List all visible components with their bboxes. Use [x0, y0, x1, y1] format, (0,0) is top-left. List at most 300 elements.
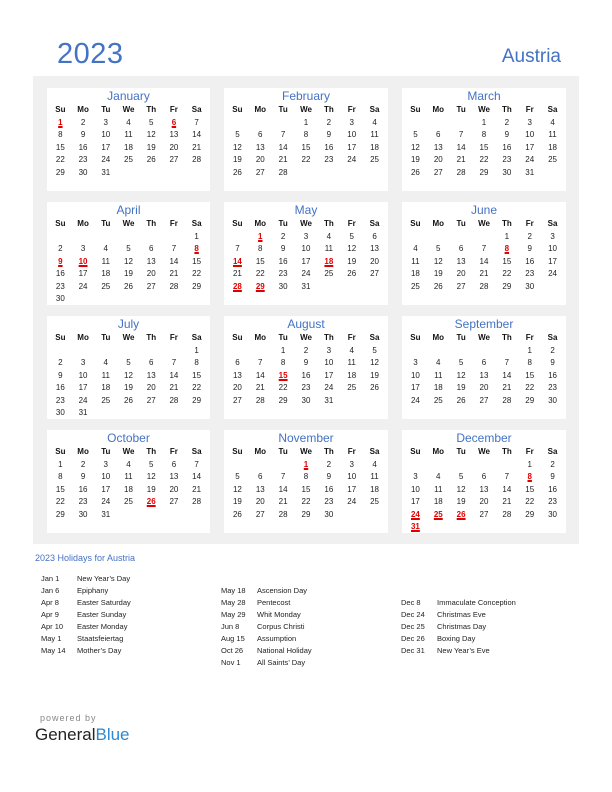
day-grid [47, 459, 210, 522]
day-cell: 7 [194, 117, 199, 127]
day-cell: 10 [410, 370, 420, 380]
holiday-name: Ascension Day [257, 586, 308, 595]
weekday-label: Tu [101, 333, 111, 342]
weekday-label: Su [232, 333, 243, 342]
weekday-label: Su [55, 219, 66, 228]
day-cell: 24 [410, 395, 420, 405]
weekday-label: Su [410, 447, 421, 456]
holiday-day-cell: 28 [232, 281, 242, 291]
day-cell: 13 [255, 484, 265, 494]
month-card-june [402, 202, 566, 305]
day-cell: 12 [124, 256, 133, 266]
day-cell: 25 [548, 155, 558, 164]
month-name: August [287, 317, 325, 331]
day-cell: 3 [550, 231, 555, 241]
day-cell: 2 [504, 117, 510, 127]
holiday-row [221, 645, 312, 657]
holiday-day-cell: 1 [58, 117, 63, 127]
day-cell: 17 [301, 256, 311, 266]
day-cell: 27 [479, 509, 489, 519]
day-cell: 13 [232, 370, 242, 380]
day-cell: 11 [324, 244, 333, 253]
day-cell: 17 [410, 497, 420, 506]
day-cell: 8 [194, 358, 199, 367]
weekday-label: Mo [77, 219, 89, 228]
weekday-label: We [478, 447, 490, 456]
day-cell: 8 [481, 130, 487, 139]
weekday-label: Th [501, 333, 512, 342]
empty-cell [404, 231, 427, 244]
day-cell: 25 [324, 269, 334, 278]
day-cell: 10 [347, 472, 357, 481]
holiday-day-cell: 15 [278, 370, 288, 380]
day-cell: 6 [481, 358, 487, 367]
day-cell: 27 [146, 395, 156, 405]
holiday-date: May 1 [41, 634, 62, 643]
weekday-label: We [300, 219, 312, 228]
month-name: November [278, 431, 334, 445]
generalblue-logo[interactable] [35, 725, 130, 745]
day-cell: 13 [169, 130, 179, 139]
day-cell: 8 [303, 130, 309, 139]
day-cell: 24 [347, 497, 357, 506]
day-cell: 25 [347, 383, 357, 392]
day-cell: 13 [456, 256, 466, 266]
day-grid [402, 231, 566, 294]
holiday-day-cell: 8 [527, 472, 532, 481]
holiday-date: May 14 [41, 646, 66, 655]
day-cell: 24 [101, 155, 111, 164]
day-cell: 14 [192, 130, 202, 139]
holiday-day-cell: 9 [58, 256, 63, 266]
day-cell: 12 [433, 256, 443, 266]
day-cell: 4 [126, 459, 131, 469]
weekday-label: Mo [77, 105, 89, 114]
holiday-name: Assumption [257, 634, 297, 643]
day-cell: 7 [280, 130, 286, 139]
weekday-label: Su [232, 447, 243, 456]
day-grid [224, 459, 388, 522]
day-cell: 18 [124, 484, 133, 494]
weekday-label: Th [501, 219, 512, 228]
weekday-label: Sa [369, 333, 380, 342]
day-cell: 29 [502, 281, 512, 291]
day-cell: 20 [479, 497, 489, 506]
month-name: December [456, 431, 512, 445]
holiday-date: Dec 31 [401, 646, 425, 655]
day-cell: 21 [192, 142, 202, 152]
month-card-september [402, 316, 566, 419]
weekday-label: Fr [525, 447, 534, 456]
month-card-may [224, 202, 388, 305]
day-cell: 8 [58, 472, 63, 481]
weekday-label: Tu [101, 219, 111, 228]
day-cell: 20 [456, 269, 466, 278]
weekday-header [402, 218, 566, 231]
day-cell: 9 [550, 358, 555, 367]
weekday-label: Sa [547, 333, 558, 342]
day-cell: 26 [433, 281, 443, 291]
day-cell: 15 [301, 484, 311, 494]
holiday-date: Dec 25 [401, 622, 425, 631]
day-cell: 2 [303, 345, 309, 355]
day-cell: 28 [255, 395, 265, 405]
day-cell: 14 [278, 484, 288, 494]
day-cell: 26 [232, 509, 242, 519]
weekday-label: Su [410, 105, 421, 114]
day-cell: 31 [101, 509, 111, 519]
day-cell: 30 [55, 408, 65, 417]
day-cell: 19 [370, 370, 380, 380]
empty-cell [117, 231, 140, 244]
empty-cell [450, 459, 473, 472]
day-cell: 10 [548, 244, 558, 253]
day-cell: 10 [347, 130, 357, 139]
day-cell: 2 [280, 231, 286, 241]
holiday-day-cell: 25 [433, 509, 443, 519]
day-cell: 14 [502, 370, 512, 380]
weekday-header [224, 332, 388, 345]
day-cell: 20 [169, 142, 179, 152]
day-cell: 12 [456, 484, 466, 494]
empty-cell [249, 459, 272, 472]
holiday-day-cell: 29 [255, 281, 265, 291]
empty-cell [49, 231, 72, 244]
day-cell: 12 [232, 484, 242, 494]
holiday-day-cell: 6 [171, 117, 177, 127]
empty-cell [94, 231, 117, 244]
day-cell: 11 [434, 370, 443, 380]
day-cell: 12 [124, 370, 133, 380]
holiday-name: All Saints’ Day [257, 658, 306, 667]
day-cell: 16 [301, 370, 311, 380]
day-cell: 5 [235, 472, 240, 481]
weekday-label: Fr [169, 447, 178, 456]
holiday-date: Jan 1 [41, 574, 60, 583]
weekday-label: Su [55, 447, 66, 456]
day-cell: 21 [255, 383, 265, 392]
holiday-name: National Holiday [257, 646, 312, 655]
holiday-name: Epiphany [77, 586, 109, 595]
holiday-row [41, 597, 131, 609]
weekday-label: Fr [525, 105, 534, 114]
day-cell: 18 [433, 383, 443, 392]
day-cell: 19 [232, 497, 242, 506]
day-cell: 19 [433, 269, 443, 278]
day-cell: 18 [370, 484, 380, 494]
day-cell: 7 [258, 358, 263, 367]
weekday-label: Sa [369, 447, 380, 456]
day-cell: 22 [525, 383, 535, 392]
day-cell: 5 [436, 244, 441, 253]
day-cell: 11 [101, 256, 110, 266]
day-cell: 12 [456, 370, 466, 380]
day-cell: 7 [194, 459, 199, 469]
day-cell: 24 [78, 281, 88, 291]
weekday-label: Su [410, 333, 421, 342]
month-name: January [107, 89, 150, 103]
weekday-label: Sa [191, 447, 202, 456]
day-cell: 25 [370, 497, 380, 506]
weekday-label: Fr [169, 219, 178, 228]
day-cell: 18 [347, 370, 357, 380]
holiday-date: Apr 9 [41, 610, 59, 619]
weekday-label: We [478, 333, 490, 342]
country-title: Austria [501, 46, 561, 67]
day-cell: 4 [436, 358, 441, 367]
day-cell: 9 [550, 472, 555, 481]
day-cell: 23 [548, 383, 558, 392]
day-cell: 11 [411, 256, 420, 266]
day-cell: 22 [525, 497, 535, 506]
day-cell: 9 [80, 130, 86, 139]
day-cell: 10 [101, 472, 111, 481]
empty-cell [427, 459, 450, 472]
day-cell: 15 [525, 370, 535, 380]
day-cell: 15 [301, 142, 311, 152]
day-cell: 30 [78, 167, 88, 177]
holiday-date: Dec 24 [401, 610, 425, 619]
month-card-october [47, 430, 210, 533]
day-cell: 19 [232, 155, 242, 164]
holiday-name: Easter Saturday [77, 598, 131, 607]
day-cell: 19 [146, 142, 156, 152]
day-cell: 29 [192, 281, 202, 291]
weekday-label: Tu [456, 447, 466, 456]
day-cell: 13 [433, 142, 443, 152]
day-cell: 27 [255, 509, 265, 519]
holiday-date: Apr 10 [41, 622, 64, 631]
day-cell: 7 [458, 130, 464, 139]
day-cell: 25 [433, 395, 443, 405]
day-cell: 5 [235, 130, 240, 139]
day-cell: 14 [278, 142, 288, 152]
weekday-label: Sa [547, 447, 558, 456]
holiday-row [41, 609, 131, 621]
empty-cell [117, 345, 140, 358]
day-cell: 6 [148, 244, 154, 253]
day-cell: 25 [101, 281, 111, 291]
day-cell: 16 [55, 269, 65, 278]
day-cell: 5 [372, 345, 377, 355]
day-cell: 28 [192, 155, 202, 164]
day-cell: 9 [80, 472, 86, 481]
day-cell: 21 [502, 497, 512, 506]
day-cell: 19 [124, 269, 133, 278]
weekday-label: Mo [254, 333, 267, 342]
day-cell: 3 [80, 358, 86, 367]
day-cell: 30 [301, 395, 311, 405]
holiday-row [401, 645, 516, 657]
day-cell: 16 [55, 383, 65, 392]
day-cell: 15 [502, 256, 512, 266]
day-cell: 27 [479, 395, 489, 405]
day-cell: 6 [235, 358, 240, 367]
day-cell: 10 [78, 370, 88, 380]
day-grid [224, 117, 388, 180]
day-cell: 15 [55, 142, 65, 152]
weekday-label: Mo [432, 219, 445, 228]
day-cell: 31 [101, 167, 111, 177]
empty-cell [249, 117, 272, 130]
day-cell: 20 [232, 383, 242, 392]
day-cell: 20 [255, 155, 265, 164]
day-cell: 2 [550, 459, 555, 469]
day-cell: 13 [479, 370, 489, 380]
day-cell: 22 [502, 269, 512, 278]
day-cell: 11 [347, 358, 356, 367]
day-cell: 16 [324, 484, 334, 494]
day-cell: 28 [502, 395, 512, 405]
weekday-label: Th [146, 105, 157, 114]
month-card-july [47, 316, 210, 419]
day-cell: 29 [525, 509, 535, 519]
day-cell: 6 [258, 472, 263, 481]
empty-cell [495, 459, 518, 472]
day-cell: 7 [171, 358, 177, 367]
month-name: September [454, 317, 514, 331]
day-cell: 16 [502, 142, 512, 152]
day-cell: 14 [255, 370, 265, 380]
holiday-row [221, 597, 312, 609]
day-cell: 6 [171, 459, 177, 469]
weekday-header [224, 446, 388, 459]
holiday-row [41, 585, 131, 597]
day-grid [47, 345, 210, 420]
day-cell: 14 [192, 472, 202, 481]
weekday-label: Th [323, 447, 334, 456]
month-name: March [467, 89, 501, 103]
weekday-label: Tu [101, 105, 111, 114]
day-cell: 22 [192, 269, 202, 278]
day-cell: 8 [527, 358, 532, 367]
day-cell: 14 [169, 370, 179, 380]
weekday-label: Su [410, 219, 421, 228]
holiday-row [221, 633, 312, 645]
weekday-label: Mo [432, 105, 445, 114]
day-cell: 31 [301, 281, 311, 291]
day-cell: 17 [347, 142, 357, 152]
day-cell: 17 [525, 142, 535, 152]
holiday-day-cell: 1 [303, 459, 309, 469]
month-name: May [294, 203, 318, 217]
day-cell: 17 [101, 484, 111, 494]
weekday-label: Mo [254, 219, 267, 228]
holiday-date: Jan 6 [41, 586, 60, 595]
day-cell: 6 [458, 244, 464, 253]
day-cell: 18 [101, 269, 111, 278]
empty-cell [226, 345, 249, 358]
holiday-date: Aug 15 [221, 634, 245, 643]
empty-cell [226, 231, 249, 244]
day-grid [47, 117, 210, 180]
day-cell: 3 [103, 117, 108, 127]
day-cell: 17 [78, 383, 88, 392]
day-cell: 4 [349, 345, 354, 355]
month-name: June [470, 203, 498, 217]
holiday-day-cell: 26 [146, 497, 156, 506]
day-cell: 29 [278, 395, 288, 405]
empty-cell [272, 459, 295, 472]
day-cell: 9 [303, 358, 309, 367]
day-cell: 18 [370, 142, 380, 152]
month-name: October [107, 431, 150, 445]
weekday-label: We [478, 105, 490, 114]
weekday-label: Sa [191, 219, 202, 228]
day-cell: 12 [146, 130, 156, 139]
day-cell: 12 [347, 244, 357, 253]
day-cell: 1 [481, 117, 487, 127]
weekday-label: Sa [191, 333, 202, 342]
month-card-april [47, 202, 210, 305]
brand-general: General [35, 725, 96, 744]
day-cell: 6 [436, 130, 441, 139]
holiday-name: Pentecost [257, 598, 291, 607]
empty-cell [450, 117, 473, 130]
empty-cell [163, 231, 186, 244]
holiday-day-cell: 31 [410, 522, 420, 531]
holiday-row [41, 573, 131, 585]
day-cell: 16 [78, 484, 88, 494]
day-cell: 26 [146, 155, 156, 164]
holiday-name: Whit Monday [257, 610, 301, 619]
weekday-label: We [300, 447, 312, 456]
day-cell: 3 [80, 244, 86, 253]
day-cell: 30 [278, 281, 288, 291]
day-cell: 3 [349, 117, 354, 127]
day-cell: 28 [479, 281, 489, 291]
day-cell: 21 [479, 269, 489, 278]
holiday-day-cell: 24 [410, 509, 420, 519]
day-cell: 27 [370, 269, 380, 278]
holiday-name: Easter Sunday [77, 610, 127, 619]
holiday-date: Apr 8 [41, 598, 59, 607]
empty-cell [450, 231, 473, 244]
day-cell: 23 [55, 395, 65, 405]
holiday-name: Easter Monday [77, 622, 128, 631]
day-cell: 18 [548, 142, 558, 152]
day-cell: 8 [303, 472, 309, 481]
holiday-row [401, 633, 516, 645]
day-cell: 25 [370, 155, 380, 164]
day-cell: 9 [326, 130, 332, 139]
day-cell: 1 [194, 231, 199, 241]
day-cell: 24 [347, 155, 357, 164]
day-cell: 1 [527, 345, 532, 355]
day-cell: 7 [481, 244, 487, 253]
day-cell: 6 [372, 231, 377, 241]
day-cell: 3 [413, 472, 418, 481]
day-cell: 29 [301, 509, 311, 519]
empty-cell [49, 345, 72, 358]
day-grid [224, 231, 388, 294]
empty-cell [140, 231, 163, 244]
day-cell: 23 [55, 281, 65, 291]
day-cell: 4 [372, 459, 377, 469]
holiday-list-col-1 [41, 573, 131, 657]
day-cell: 4 [326, 231, 332, 241]
day-cell: 13 [169, 472, 179, 481]
day-cell: 11 [124, 130, 133, 139]
day-cell: 20 [146, 383, 156, 392]
day-cell: 25 [124, 497, 133, 506]
month-card-february [224, 88, 388, 191]
day-cell: 13 [479, 484, 489, 494]
day-cell: 20 [146, 269, 156, 278]
weekday-label: Th [323, 105, 334, 114]
day-cell: 23 [525, 269, 535, 278]
day-cell: 20 [479, 383, 489, 392]
